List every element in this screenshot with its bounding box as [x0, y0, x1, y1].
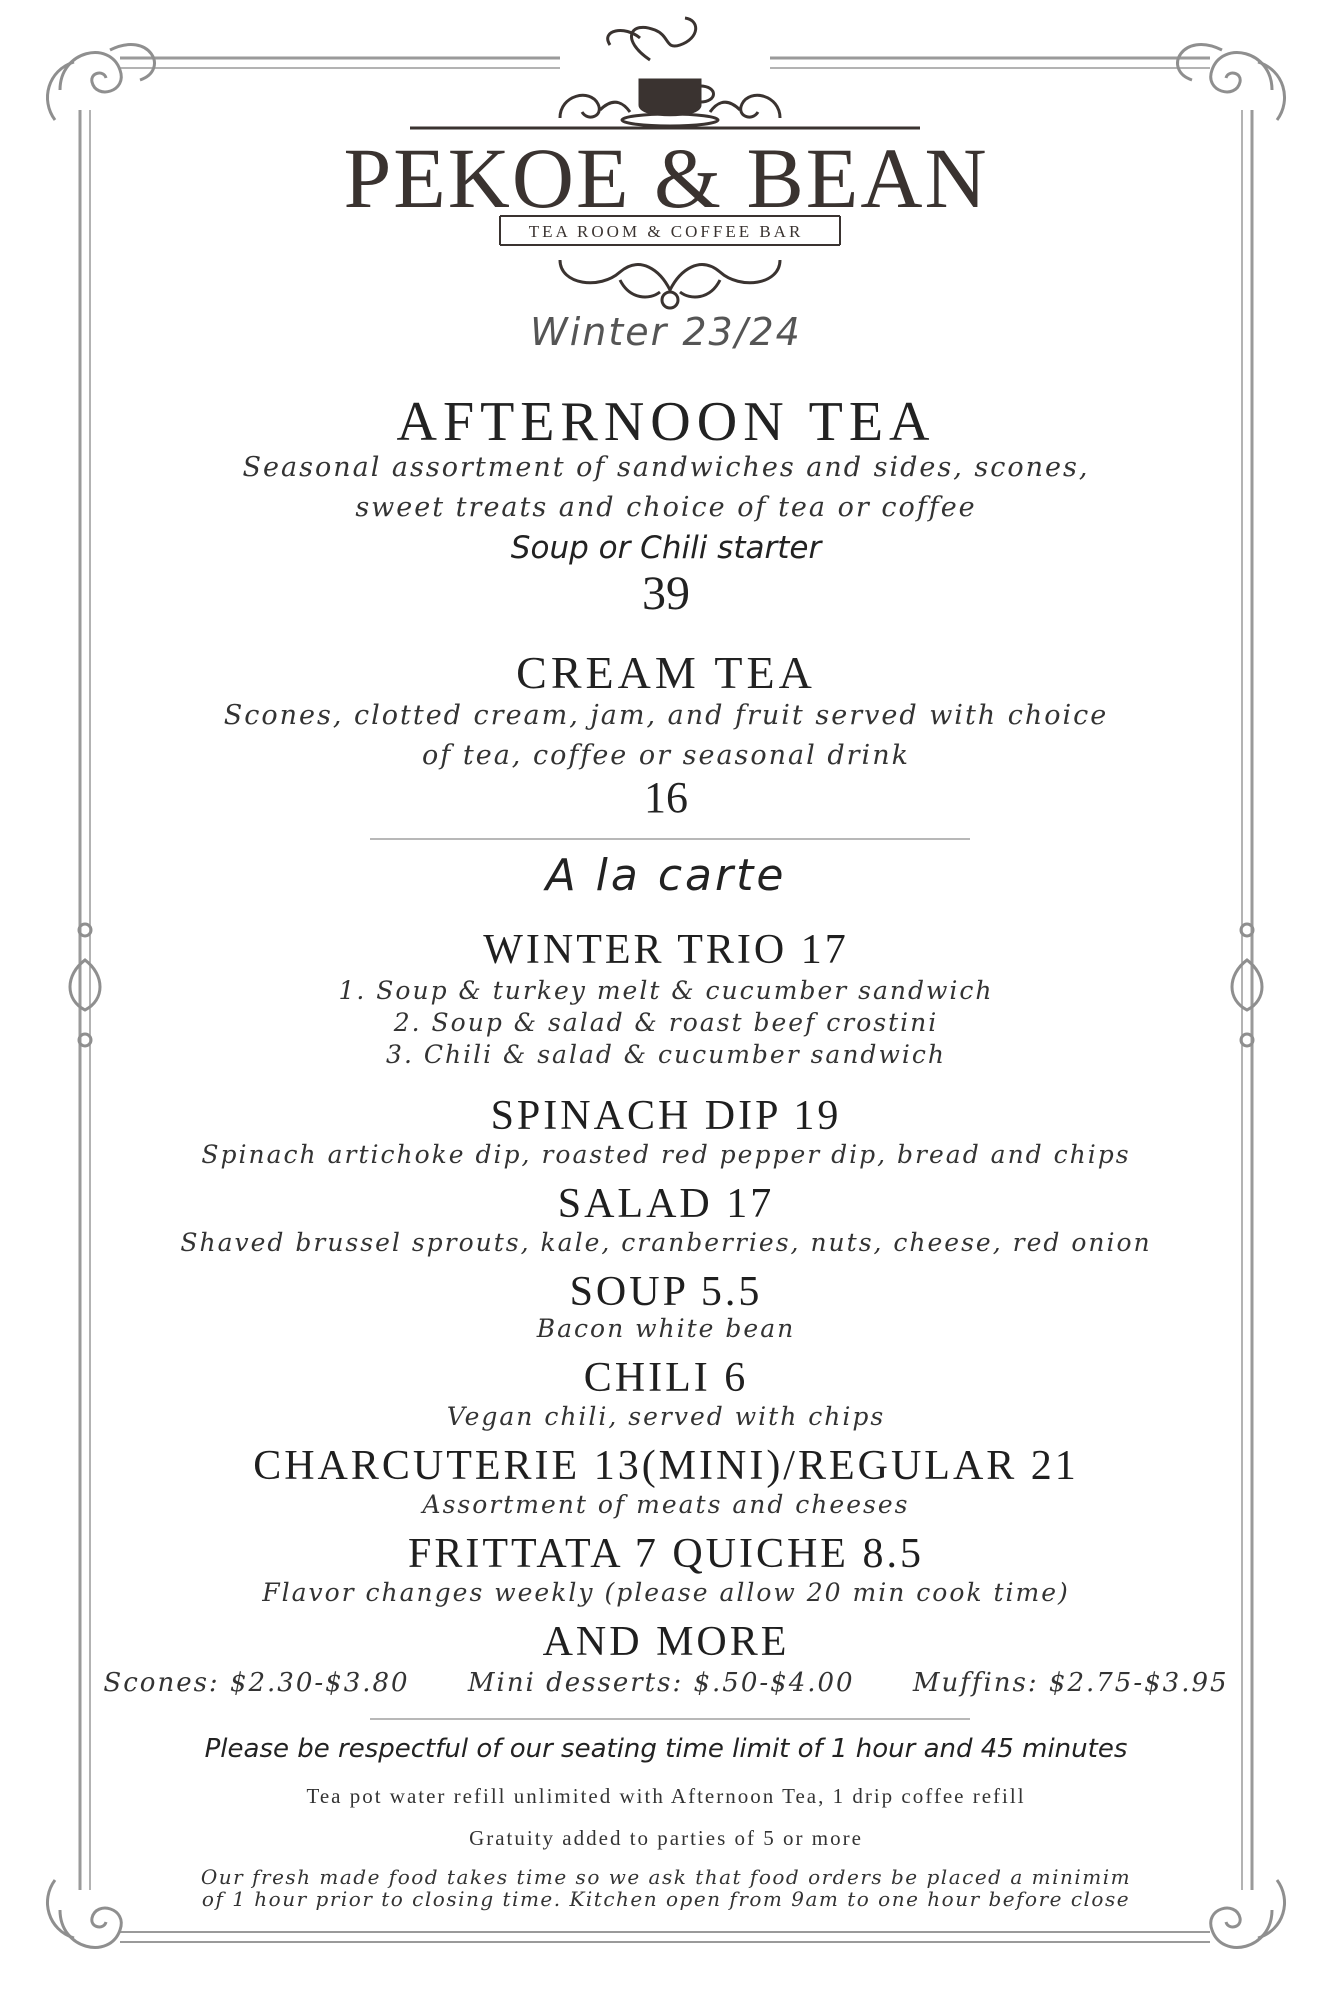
winter-trio-title: WINTER TRIO 17	[483, 927, 849, 973]
trio-option: 1. Soup & turkey melt & cucumber sandwich	[338, 976, 994, 1005]
cream-tea-desc-1: Scones, clotted cream, jam, and fruit served with choice	[223, 700, 1109, 731]
trio-option: 3. Chili & salad & cucumber sandwich	[386, 1040, 946, 1069]
afternoon-tea-title: AFTERNOON TEA	[396, 391, 936, 453]
cream-tea-price: 16	[644, 773, 688, 822]
menu-item-title: FRITTATA 7 QUICHE 8.5	[408, 1531, 924, 1577]
afternoon-tea-starter: Soup or Chili starter	[510, 530, 822, 566]
trio-option: 2. Soup & salad & roast beef crostini	[393, 1008, 939, 1037]
and-more-title: AND MORE	[542, 1619, 790, 1665]
cream-tea-title: CREAM TEA	[516, 647, 816, 698]
menu-item-title: SPINACH DIP 19	[490, 1093, 842, 1139]
divider	[370, 1718, 970, 1720]
afternoon-tea-desc-2: sweet treats and choice of tea or coffee	[355, 492, 977, 523]
season-label: Winter 23/24	[530, 310, 802, 354]
menu-item-title: CHILI 6	[583, 1355, 749, 1401]
menu-item-title: CHARCUTERIE 13(MINI)/REGULAR 21	[253, 1443, 1079, 1489]
food-order-note-2: of 1 hour prior to closing time. Kitchen open from 9am to one hour before close	[201, 1887, 1131, 1911]
menu-item-desc: Spinach artichoke dip, roasted red pepper dip, bread and chips	[201, 1140, 1131, 1169]
menu-item-title: SALAD 17	[557, 1181, 775, 1227]
scones-price: Scones: $2.30-$3.80	[103, 1668, 410, 1698]
coffee-cup-icon	[640, 80, 700, 115]
brand-name: PEKOE & BEAN	[343, 130, 989, 226]
menu-item-desc: Bacon white bean	[536, 1314, 796, 1343]
seating-note: Please be respectful of our seating time limit of 1 hour and 45 minutes	[204, 1734, 1128, 1764]
desserts-price: Mini desserts: $.50-$4.00	[467, 1668, 855, 1698]
menu-item-title: SOUP 5.5	[569, 1269, 763, 1315]
extras-prices	[0, 1668, 1332, 1698]
food-order-note-1: Our fresh made food takes time so we ask that food orders be placed a minimim	[200, 1865, 1132, 1889]
menu-item-desc: Flavor changes weekly (please allow 20 min cook time)	[262, 1578, 1070, 1607]
afternoon-tea-desc-1: Seasonal assortment of sandwiches and sides, scones,	[242, 452, 1090, 483]
afternoon-tea-price: 39	[642, 567, 690, 620]
a-la-carte-heading: A la carte	[545, 850, 787, 901]
menu-item-desc: Assortment of meats and cheeses	[422, 1490, 910, 1519]
gratuity-note: Gratuity added to parties of 5 or more	[469, 1826, 863, 1850]
menu-item-desc: Vegan chili, served with chips	[446, 1402, 886, 1431]
refill-note: Tea pot water refill unlimited with Afternoon Tea, 1 drip coffee refill	[306, 1784, 1026, 1808]
divider	[370, 838, 970, 840]
steam-icon	[631, 18, 695, 60]
cream-tea-desc-2: of tea, coffee or seasonal drink	[422, 740, 910, 771]
brand-subtitle: TEA ROOM & COFFEE BAR	[528, 222, 804, 241]
muffins-price: Muffins: $2.75-$3.95	[912, 1668, 1229, 1698]
menu-item-desc: Shaved brussel sprouts, kale, cranberries, nuts, cheese, red onion	[180, 1228, 1152, 1257]
